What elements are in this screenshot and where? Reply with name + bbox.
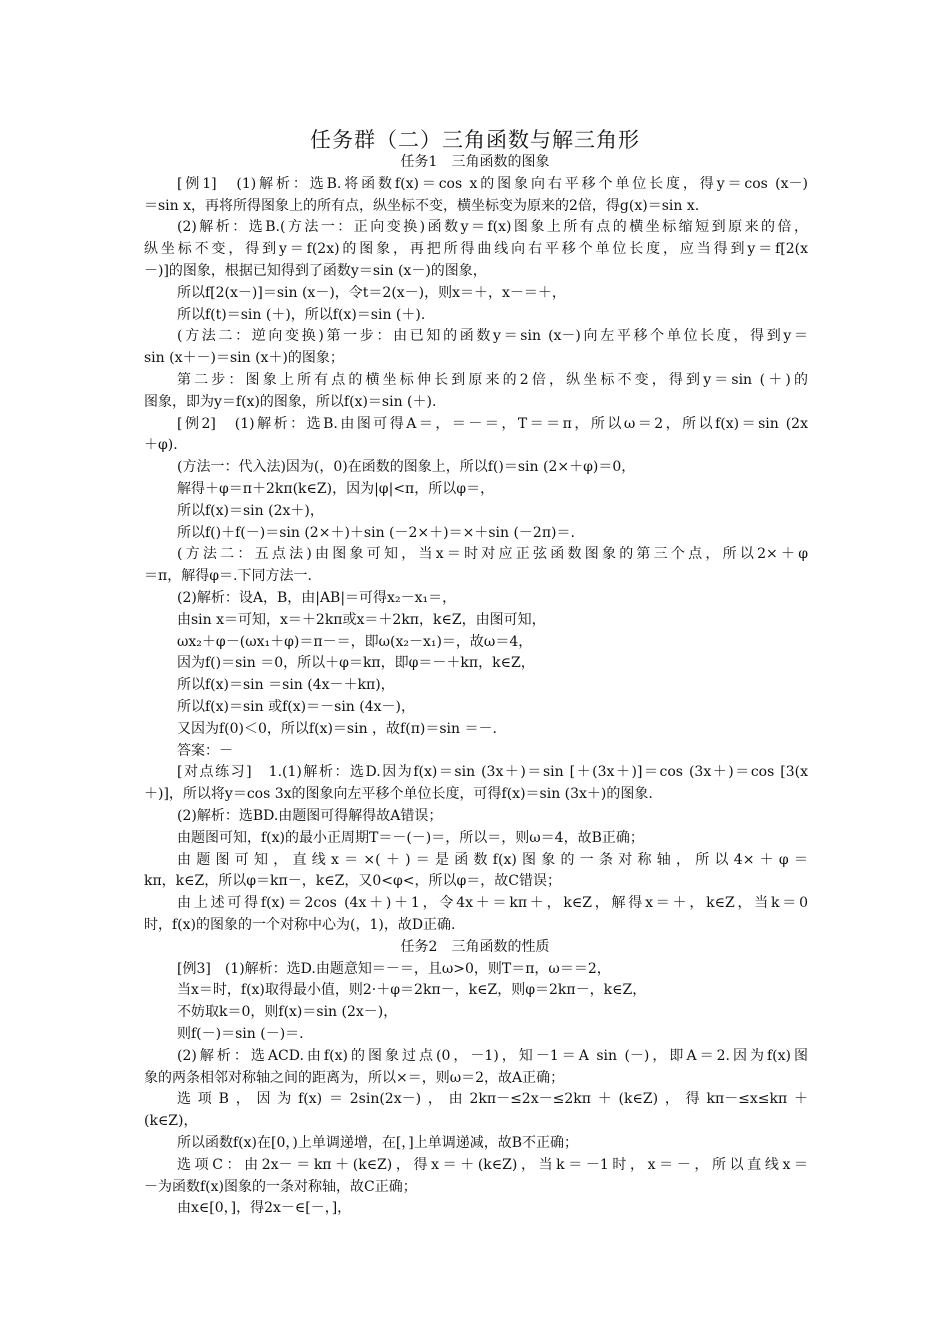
text-line: (k∈Z)， — [144, 1113, 198, 1130]
text-line: 解得＋φ＝π＋2kπ(k∈Z)，因为|φ|<π，所以φ＝， — [177, 481, 495, 497]
text-line: －为函数f(x)图象的一条对称轴，故C正确； — [144, 1178, 417, 1195]
page-title: 任务群（二）三角函数与解三角形 — [310, 128, 640, 152]
text-line: 纵坐标不变，得到y＝f(2x)的图象，再把所得曲线向右平移个单位长度，应当得到y＝f[2(x — [144, 241, 808, 258]
text-line: ＝π，解得φ＝.下同方法一. — [144, 568, 312, 585]
text-line: 选项B，因为f(x)＝2sin(2x－)，由2kπ－≤2x－≤2kπ＋(k∈Z)，得kπ－≤x≤kπ＋ — [177, 1091, 808, 1108]
text-line: ＋φ). — [144, 437, 178, 454]
text-line: [例1] (1)解析：选B.将函数f(x)＝cos x的图象向右平移个单位长度，得y＝cos (x－) — [177, 175, 808, 192]
text-line: 第二步：图象上所有点的横坐标伸长到原来的2倍，纵坐标不变，得到y＝sin (＋)的 — [177, 372, 808, 388]
text-line: 由上述可得f(x)＝2cos (4x＋)＋1，令4x＋＝kπ＋，k∈Z，解得x＝＋，k∈Z，当k＝0 — [177, 895, 808, 912]
section-heading: 任务1 三角函数的图象 — [400, 154, 550, 170]
text-line: 所以f(x)＝sin 或f(x)＝－sin (4x－)， — [177, 699, 415, 715]
text-line: (2)解析：选BD.由题图可得解得故A错误； — [177, 808, 443, 824]
text-line: 由x∈[0，]，得2x－∈[－，]， — [177, 1200, 352, 1217]
text-line: －)]的图象，根据已知得到了函数y＝sin (x－)的图象， — [144, 263, 487, 279]
text-line: 所以f[2(x－)]＝sin (x－)，令t＝2(x－)，则x＝＋，x－＝＋， — [177, 284, 566, 301]
text-line: [例3] (1)解析：选D.由题意知＝－＝，且ω>0，则T＝π，ω＝＝2， — [177, 960, 611, 977]
section-heading: 任务2 三角函数的性质 — [400, 938, 550, 955]
text-line: 不妨取k＝0，则f(x)＝sin (2x－)， — [177, 1004, 398, 1021]
text-line: 答案：－ — [177, 742, 233, 759]
text-line: (方法一：代入法)因为(，0)在函数的图象上，所以f()＝sin (2×＋φ)＝0， — [177, 459, 636, 476]
text-line: (2)解析：选ACD.由f(x)的图象过点(0，－1)，知－1＝A sin (－)，即A＝2.因为f(x)图 — [177, 1047, 808, 1064]
text-line: 当x＝时，f(x)取得最小值，则2·＋φ＝2kπ－，k∈Z，则φ＝2kπ－，k∈Z， — [177, 982, 647, 999]
text-line: kπ，k∈Z，所以φ＝kπ－，k∈Z，又0<φ<，所以φ＝，故C错误； — [144, 873, 562, 890]
text-line: 时，f(x)的图象的一个对称中心为(，1)，故D正确. — [144, 917, 456, 933]
text-line: 图象，即为y＝f(x)的图象，所以f(x)＝sin (＋). — [144, 393, 437, 410]
text-line: (方法二：五点法)由图象可知，当x＝时对应正弦函数图象的第三个点，所以2×＋φ — [177, 546, 808, 563]
text-line: 因为f()＝sin ＝0，所以＋φ＝kπ，即φ＝－＋kπ，k∈Z， — [177, 655, 535, 672]
text-line: 则f(－)＝sin (－)＝. — [177, 1026, 304, 1042]
text-line: sin (x＋－)＝sin (x＋)的图象； — [144, 350, 344, 367]
text-line: [例2] (1)解析：选B.由图可得A＝，＝－＝，T＝＝π，所以ω＝2，所以f(x)＝sin (2x — [177, 415, 808, 432]
text-line: (方法二：逆向变换)第一步：由已知的函数y＝sin (x－)向左平移个单位长度，得到y＝ — [177, 328, 808, 345]
text-line: [对点练习] 1.(1)解析：选D.因为f(x)＝sin (3x＋)＝sin [＋(3x＋)]＝cos (3x＋)＝cos [3(x — [177, 764, 808, 781]
text-line: 又因为f(0)＜0，所以f(x)＝sin ，故f(π)＝sin ＝－. — [177, 720, 497, 737]
text-line: 所以f(x)＝sin (2x＋)， — [177, 502, 324, 519]
text-line: 所以f(t)＝sin (＋)，所以f(x)＝sin (＋). — [177, 306, 426, 323]
text-line: ＝sin x，再将所得图象上的所有点，纵坐标不变，横坐标变为原来的2倍，得g(x)＝sin x. — [144, 197, 700, 214]
text-line: 由题图可知，f(x)的最小正周期T＝－(－)＝，所以＝，则ω＝4，故B正确； — [177, 829, 644, 846]
text-line: 象的两条相邻对称轴之间的距离为，所以×＝，则ω＝2，故A正确； — [144, 1069, 565, 1086]
text-line: 由题图可知，直线x＝×(＋)＝是函数f(x)图象的一条对称轴，所以4×＋φ＝ — [177, 851, 808, 868]
text-line: ＋)]，所以将y＝cos 3x的图象向左平移个单位长度，可得f(x)＝sin (3x＋)的图象. — [144, 786, 653, 803]
text-line: 选项C：由2x－＝kπ＋(k∈Z)，得x＝＋(k∈Z)，当k＝－1时，x＝－，所以直线x＝ — [177, 1156, 808, 1173]
text-line: 所以f()＋f(－)＝sin (2×＋)＋sin (－2×＋)＝×＋sin (－2π)＝. — [177, 524, 575, 541]
text-line: 所以函数f(x)在[0，)上单调递增，在[，]上单调递减，故B不正确； — [177, 1135, 579, 1151]
text-line: 所以f(x)＝sin ＝sin (4x－＋kπ)， — [177, 677, 395, 694]
text-line: 由sin x＝可知，x＝＋2kπ或x＝＋2kπ，k∈Z，由图可知， — [177, 611, 546, 628]
text-line: ωx₂＋φ－(ωx₁＋φ)＝π－＝，即ω(x₂－x₁)＝，故ω＝4， — [177, 633, 533, 650]
text-line: (2)解析：设A，B，由|AB|＝可得x₂－x₁＝， — [177, 590, 457, 606]
text-line: (2)解析：选B.(方法一：正向变换)函数y＝f(x)图象上所有点的横坐标缩短到原来的倍， — [177, 219, 808, 236]
